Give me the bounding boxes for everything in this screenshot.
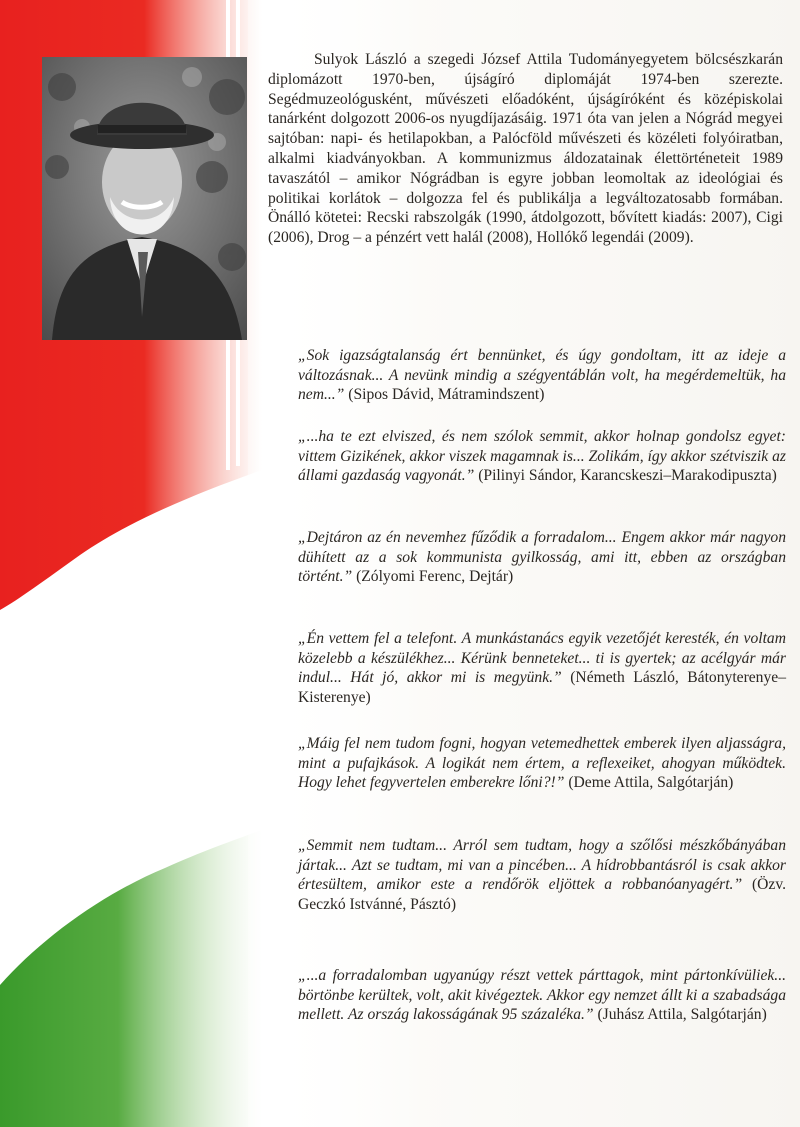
quote-text: „Sok igazságtalanság ért bennünket, és úgy gondoltam, itt az ideje a változásnak... A nevünk mindig a szégyentáblán volt, ha megérdemeltük, ha nem...” xyxy=(298,347,786,404)
quote-text: „Dejtáron az én nevemhez fűződik a forradalom... Engem akkor már nagyon dühített az a sok kommunista gyilkosság, ami itt, ebben az országban történt.” xyxy=(298,529,786,586)
quote-juhasz xyxy=(298,966,786,1025)
quote-source: (Juhász Attila, Salgótarján) xyxy=(597,1006,767,1024)
quote-nemeth xyxy=(298,629,786,707)
quote-text: „...ha te ezt elviszed, és nem szólok semmit, akkor holnap gondolsz egyet: vittem Gizikének, akkor viszek magamnak is... Zolikám, így akkor szétviszik az állami gazdaság vagyonát.” xyxy=(298,428,786,485)
quote-sipos xyxy=(298,346,786,405)
quote-pilinyi xyxy=(298,427,786,486)
quote-text: „...a forradalomban ugyanúgy részt vettek párttagok, mint pártonkívüliek... börtönbe kerültek, volt, akit kivégeztek. Akkor egy nemzet állt ki a szabadsága mellett. Az ország lakosságának 95 százaléka.” xyxy=(298,967,786,1024)
quote-source: (Zólyomi Ferenc, Dejtár) xyxy=(356,568,514,586)
quote-source: (Németh László, Bátonyterenye–Kisterenye) xyxy=(298,669,786,706)
quote-source: (Sipos Dávid, Mátramindszent) xyxy=(348,386,545,404)
quote-source: (Deme Attila, Salgótarján) xyxy=(568,774,734,792)
quote-geczko xyxy=(298,836,786,914)
author-bio: Sulyok László a szegedi József Attila Tudományegyetem bölcsészkarán diplomázott 1970-ben, újságíró diplomáját 1974-ben szerezte. Segédmuzeológusként, művészeti előadóként, újságíróként és középiskolai tanárként dolgozott 2006-os nyugdíjazásáig. 1971 óta van jelen a Nógrád megyei sajtóban: napi- és hetilapokban, a Palócföld művészeti és közéleti folyóiratban, alkalmi kiadványokban. A kommunizmus áldozatainak élettörténeteit 1989 tavaszától – amikor Nógrádban is egyre jobban leomoltak az ideológiai és politikai korlátok – dolgozza fel és publikálja a legváltozatosabb formában. Önálló kötetei: Recski rabszolgák (1990, átdolgozott, bővített kiadás: 2007), Cigi (2006), Drog – a pénzért vett halál (2008), Hollókő legendái (2009). xyxy=(268,51,783,247)
quote-zolyomi xyxy=(298,528,786,587)
author-portrait-image xyxy=(42,57,247,340)
quote-deme xyxy=(298,734,786,793)
author-photo xyxy=(42,57,247,340)
quote-source: (Pilinyi Sándor, Karancskeszi–Marakodipuszta) xyxy=(478,467,777,485)
quote-text: „Semmit nem tudtam... Arról sem tudtam, hogy a szőlősi mészkőbányában jártak... Azt se tudtam, mi van a pincében... A hídrobbantásról is csak akkor értesültem, amikor este a rendőrök eljöttek a robbanóanyagért.” xyxy=(298,837,786,894)
quote-text: „Én vettem fel a telefont. A munkástanács egyik vezetőjét keresték, én voltam közelebb a készülékhez... Kérünk benneteket... ti is gyertek; az acélgyár már indul... Hát jó, akkor mi is megyünk.” xyxy=(298,630,786,687)
quote-text: „Máig fel nem tudom fogni, hogyan vetemedhettek emberek ilyen aljasságra, mint a pufajkások. A logikát nem értem, a reflexeiket, ahogyan működtek. Hogy lehet fegyvertelen emberekre lőni?!” xyxy=(298,735,786,792)
quote-source: (Özv. Geczkó Istvánné, Pásztó) xyxy=(298,876,786,913)
